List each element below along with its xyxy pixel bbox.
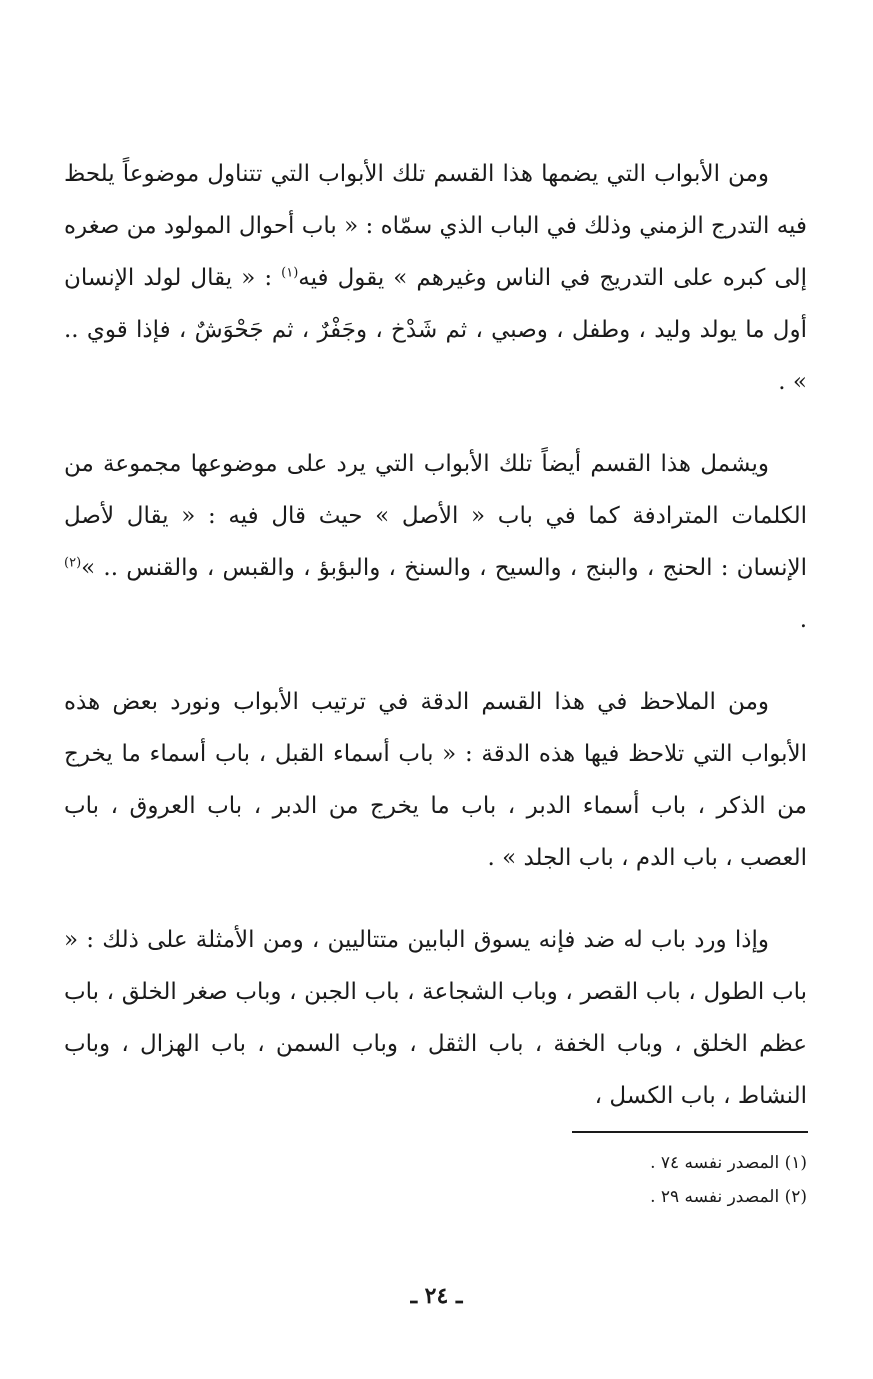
paragraph-1-text-cont: : « يقال لولد الإنسان أول ما يولد وليد ، وطفل ، وصبي ، ثم شَدْخ ، وجَفْرٌ ، ثم جَحْوَشٌ ، فإذا قوي .. » .	[64, 265, 807, 395]
paragraph-4-text: وإذا ورد باب له ضد فإنه يسوق البابين متتاليين ، ومن الأمثلة على ذلك : « باب الطول ، باب القصر ، وباب الشجاعة ، باب الجبن ، وباب صغر الخلق ، باب عظم الخلق ، وباب الخفة ، باب الثقل ، وباب السمن ، باب الهزال ، وباب النشاط ، باب الكسل ،	[64, 927, 807, 1109]
main-text	[64, 148, 807, 1152]
footnote-divider	[572, 1131, 808, 1133]
footnote-ref-1: (١)	[281, 265, 299, 281]
paragraph-3	[64, 676, 807, 884]
paragraph-2-text-cont: .	[799, 607, 807, 633]
paragraph-3-text: ومن الملاحظ في هذا القسم الدقة في ترتيب الأبواب ونورد بعض هذه الأبواب التي تلاحظ فيها هذه الدقة : « باب أسماء القبل ، باب أسماء ما يخرج من الذكر ، باب أسماء الدبر ، باب ما يخرج من الدبر ، باب العروق ، باب العصب ، باب الدم ، باب الجلد » .	[64, 689, 807, 871]
footnote-1: (١) المصدر نفسه ٧٤ .	[650, 1153, 807, 1173]
footnote-ref-2: (٢)	[64, 555, 82, 571]
paragraph-1	[64, 148, 807, 408]
paragraph-2	[64, 438, 807, 646]
footnotes	[64, 1146, 807, 1214]
footnote-2: (٢) المصدر نفسه ٢٩ .	[650, 1187, 807, 1207]
page-number: ـ ٢٤ ـ	[410, 1283, 463, 1309]
paragraph-4	[64, 914, 807, 1122]
paragraph-2-text: ويشمل هذا القسم أيضاً تلك الأبواب التي يرد على موضوعها مجموعة من الكلمات المترادفة كما في باب « الأصل » حيث قال فيه : « يقال لأصل الإنسان : الحنج ، والبنج ، والسيح ، والسنخ ، والبؤبؤ ، والقبس ، والقنس .. »	[64, 451, 807, 581]
paragraph-1-text: ومن الأبواب التي يضمها هذا القسم تلك الأبواب التي تتناول موضوعاً يلحظ فيه التدرج الزمني وذلك في الباب الذي سمّاه : « باب أحوال المولود من صغره إلى كبره على التدريج في الناس وغيرهم » يقول فيه	[64, 161, 807, 291]
